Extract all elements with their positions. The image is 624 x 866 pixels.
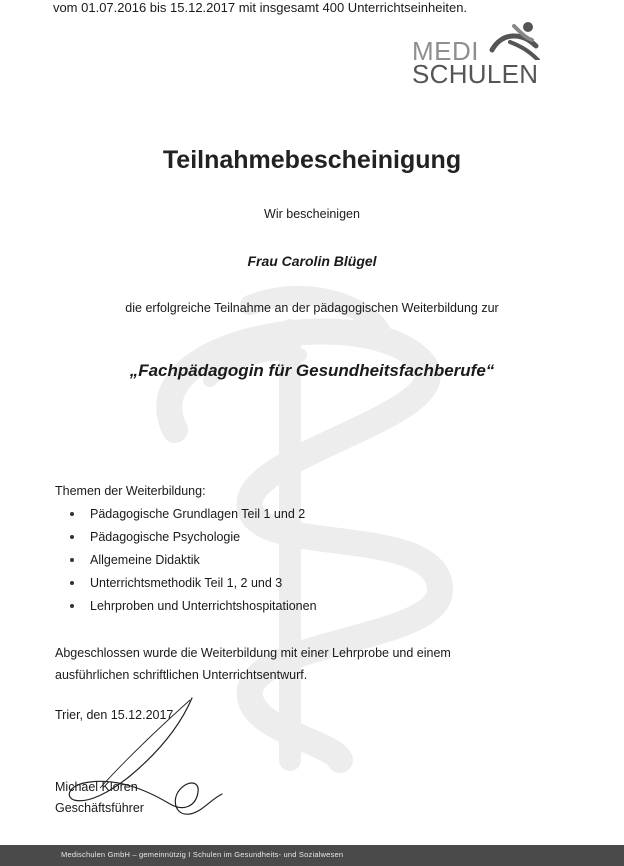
closing-line: ausführlichen schriftlichen Unterrichtsentwurf. <box>55 668 308 682</box>
course-title: „Fachpädagogin für Gesundheitsfachberufe“ <box>129 361 495 380</box>
course-period: vom 01.07.2016 bis 15.12.2017 mit insgesamt 400 Unterrichtseinheiten. <box>52 0 468 15</box>
place-date: Trier, den 15.12.2017 <box>55 708 174 722</box>
logo-medi-text: MEDI <box>412 36 479 66</box>
bullet-icon <box>70 558 74 562</box>
topic-label: Allgemeine Didaktik <box>90 553 200 567</box>
topic-label: Pädagogische Grundlagen Teil 1 und 2 <box>90 507 306 521</box>
signer-name: Michael Klören <box>55 780 138 794</box>
topics-heading: Themen der Weiterbildung: <box>55 484 206 498</box>
person-arc-logo-icon <box>474 20 544 60</box>
list-item <box>62 595 317 618</box>
topic-label: Unterrichtsmethodik Teil 1, 2 und 3 <box>90 576 283 590</box>
participant-name: Frau Carolin Blügel <box>247 253 377 269</box>
list-item <box>62 572 317 595</box>
list-item <box>62 526 317 549</box>
medischulen-logo <box>404 18 544 89</box>
bullet-icon <box>70 535 74 539</box>
list-item <box>62 549 317 572</box>
footer-bar <box>0 845 624 866</box>
signer-role: Geschäftsführer <box>55 801 144 815</box>
list-item <box>62 503 317 526</box>
bullet-icon <box>70 512 74 516</box>
topic-label: Pädagogische Psychologie <box>90 530 241 544</box>
bullet-icon <box>70 581 74 585</box>
logo-schulen-text: SCHULEN <box>412 59 539 89</box>
participation-text: die erfolgreiche Teilnahme an der pädagogischen Weiterbildung zur <box>125 301 499 315</box>
topic-label: Lehrproben und Unterrichtshospitationen <box>90 599 317 613</box>
topics-list <box>62 503 317 618</box>
bullet-icon <box>70 604 74 608</box>
intro-text: Wir bescheinigen <box>264 207 360 221</box>
footer-text: Medischulen GmbH – gemeinnützig I Schulen im Gesundheits- und Sozialwesen <box>61 850 344 859</box>
closing-line: Abgeschlossen wurde die Weiterbildung mit einer Lehrprobe und einem <box>55 646 451 660</box>
closing-paragraph <box>55 642 555 686</box>
document-title: Teilnahmebescheinigung <box>162 146 462 174</box>
